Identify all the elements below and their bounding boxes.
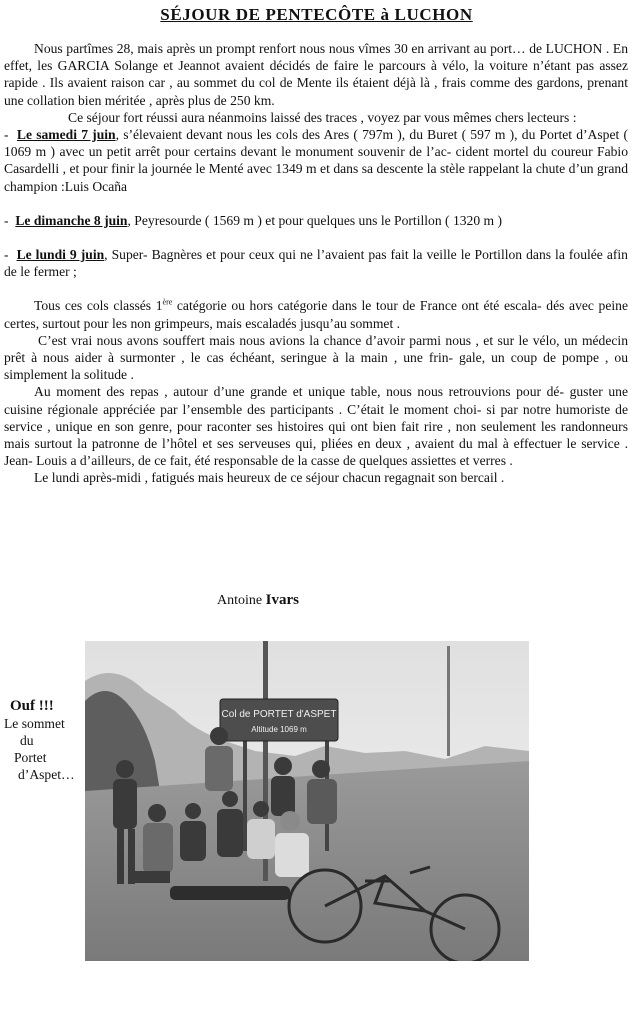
caption-line4: Portet — [14, 750, 47, 765]
col-sign — [220, 699, 338, 741]
signature-last: Ivars — [265, 592, 299, 608]
signature-first: Antoine — [217, 593, 263, 608]
page-title: SÉJOUR DE PENTECÔTE à LUCHON — [160, 5, 473, 24]
caption-line2: Le sommet — [4, 716, 65, 731]
dimanche-text: , Peyresourde ( 1569 m ) et pour quelques uns le Portillon ( 1320 m ) — [127, 212, 503, 228]
col-sign-altitude: Altitude 1069 m — [251, 725, 307, 734]
cols-paragraph — [4, 297, 628, 331]
intro-paragraph: Nous partîmes 28, mais après un prompt renfort nous nous vîmes 30 en arrivant au port… de LUCHON . En effet, les GARCIA Solange et Jeannot avaient décidés de faire le parcours à vélo, la voiture n’étant pas assez rapide . Ils avaient raison car , au sommet du col de Mente ils étaient déjà là , frais comme des gardons, prenant une collation bien méritée , après plus de 250 km. — [4, 41, 628, 108]
lundi-text: , Super- Bagnères et pour ceux qui ne l’avaient pas fait la veille le Portillon dans la foulée afin de le fermer ; — [4, 247, 628, 280]
lundi-label: Le lundi 9 juin — [16, 247, 105, 263]
article-body — [4, 40, 628, 487]
group-photo — [85, 641, 529, 961]
sign-post-left — [243, 741, 247, 851]
samedi-paragraph: - Le samedi 7 juin, s’élevaient devant nous les cols des Ares ( 797m ), du Buret ( 597 m ), du Portet d’Aspet ( 1069 m ) avec un petit arrêt pour certains devant le monument souvenir de l’ac- cident mortel du coureur Fabio Casardelli , et pour finir la journée le Menté avec 1349 m et dans sa descente la stèle rappelant la chute d’un grand champion :Luis Ocaña — [4, 127, 628, 194]
cols-text-a: Tous ces cols classés 1 — [34, 298, 163, 314]
traces-paragraph: Ce séjour fort réussi aura néanmoins laissé des traces , voyez par vous mêmes chers lecteurs : — [68, 109, 577, 125]
caption-line5: d’Aspet… — [18, 767, 75, 782]
signature — [217, 592, 299, 609]
far-pole — [447, 646, 450, 756]
cols-text-b: catégorie ou hors catégorie dans le tour de France ont été escala- dés avec peine certes, surtout pour les non grimpeurs, mais escaladés jusqu’au sommet . — [4, 298, 628, 331]
col-sign-name: Col de PORTET d'ASPET — [221, 709, 337, 720]
dimanche-label: Le dimanche 8 juin — [15, 212, 128, 228]
photo-caption — [4, 698, 84, 783]
samedi-text: , s’élevaient devant nous les cols des Ares ( 797m ), du Buret ( 597 m ), du Portet d’Aspet ( 1069 m ) avec un petit arrêt pour certains devant le monument souvenir de l’ac- cident mortel du coureur Fabio Casardelli , et pour finir la journée le Menté avec 1349 m et dans sa descente la stèle rappelant la chute d’un grand champion :Luis Ocaña — [4, 127, 628, 194]
caption-line3: du — [20, 733, 34, 748]
cols-superscript: ère — [162, 297, 173, 307]
caption-line1: Ouf !!! — [10, 698, 54, 714]
repas-paragraph: Au moment des repas , autour d’une grande et unique table, nous nous retrouvions pour dé- guster une cuisine régionale appréciée par l’ensemble des participants . C’était le moment choi- si par notre humoriste de service , unique en son genre, pour raconter ses histoires qui ont bien fait rire , non seulement les randonneurs mais surtout la patronne de l’hôtel et ses serveuses qui, pliées en deux , avaient du mal à effectuer le service . Jean- Louis a d’ailleurs, de ce fait, été responsable de la casse de quelques assiettes et verres . — [4, 384, 628, 469]
retour-paragraph: Le lundi après-midi , fatigués mais heureux de ce séjour chacun regagnait son bercail . — [34, 470, 505, 486]
lundi-paragraph: - Le lundi 9 juin, Super- Bagnères et pour ceux qui ne l’avaient pas fait la veille le Portillon dans la foulée afin de le fermer ; — [4, 247, 628, 280]
samedi-label: Le samedi 7 juin — [16, 127, 116, 143]
dimanche-paragraph: - Le dimanche 8 juin, Peyresourde ( 1569 m ) et pour quelques uns le Portillon ( 1320 m ) — [4, 212, 503, 228]
souffert-paragraph: C’est vrai nous avons souffert mais nous avions la chance d’avoir parmi nous , et sur le vélo, un médecin prêt à nous aider à surmonter , le cas échéant, seringue à la main , une frin- gale, un coup de pompe , ou simplement la solitude . — [4, 332, 628, 383]
